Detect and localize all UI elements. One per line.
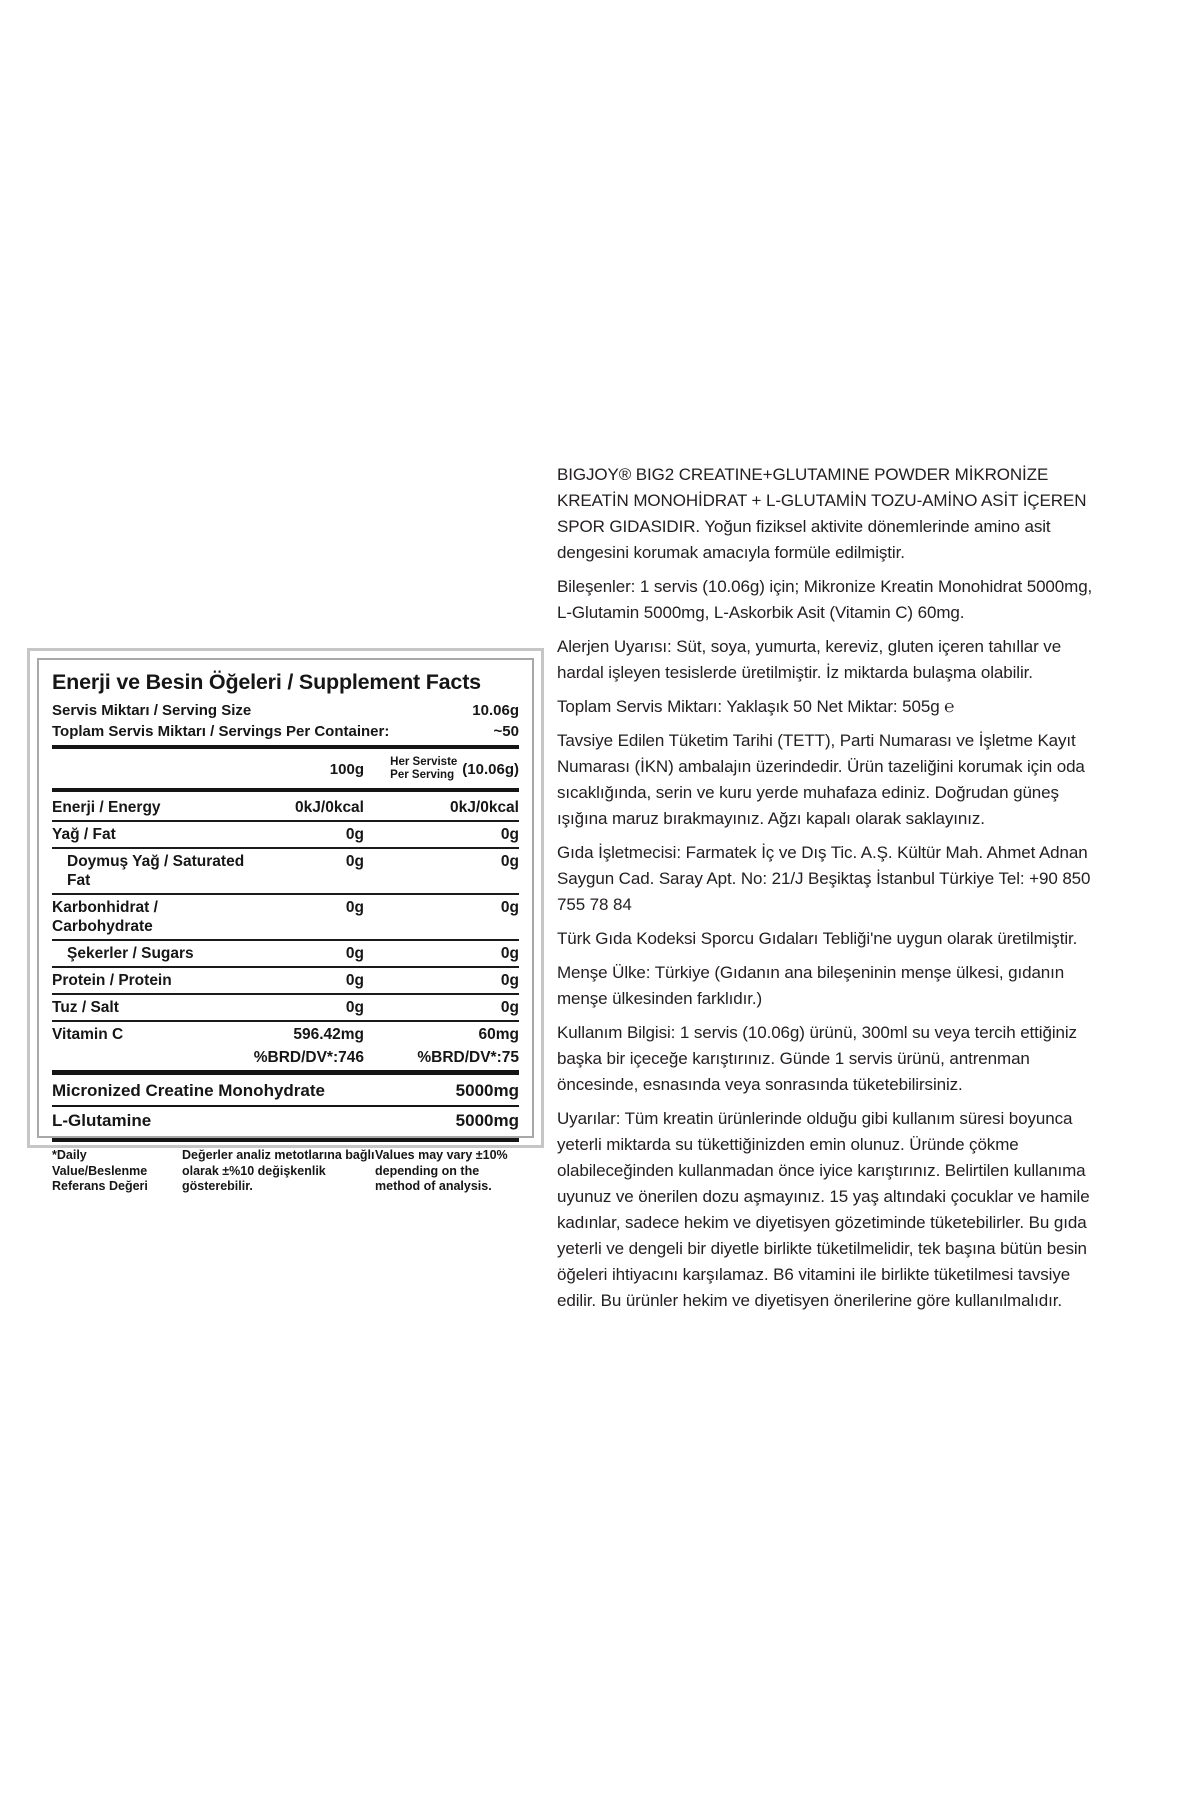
vitamin-c-brd-serving: %BRD/DV*:75 (417, 1049, 519, 1066)
nutrient-row-sugars (52, 941, 519, 968)
footnote-daily-value: *Daily Value/Beslenme Referans Değeri (52, 1148, 148, 1193)
vitamin-c-per-serving: 60mg (478, 1026, 519, 1043)
vitamin-c-label: Vitamin C (52, 1026, 124, 1043)
nutrient-label: Şekerler / Sugars (67, 945, 194, 962)
info-paragraph-usage: Kullanım Bilgisi: 1 servis (10.06g) ürünü, 300ml su veya tercih ettiğiniz başka bir içeceğe karıştırınız. Günde 1 servis ürünü, antrenman öncesinde, esnasında veya sonrasında tüketebilirsiniz. (557, 1023, 1077, 1094)
nutrient-per-100g: 0g (345, 899, 364, 916)
nutrient-label: Karbonhidrat / Carbohydrate (52, 899, 158, 935)
nutrient-per-serving: 0kJ/0kcal (450, 799, 519, 816)
nutrient-row-protein (52, 968, 519, 995)
info-paragraph-ingredients: Bileşenler: 1 servis (10.06g) için; Mikronize Kreatin Monohidrat 5000mg, L-Glutamin 5000mg, L-Askorbik Asit (Vitamin C) 60mg. (557, 577, 1093, 622)
active-value: 5000mg (455, 1081, 519, 1100)
divider (52, 788, 519, 792)
active-value: 5000mg (455, 1111, 519, 1130)
nutrient-per-serving: 0g (500, 899, 519, 916)
per-100g-header: 100g (329, 760, 364, 778)
info-paragraph-warnings: Uyarılar: Tüm kreatin ürünlerinde olduğu gibi kullanım süresi boyunca yeterli miktarda su tükettiğinizden emin olunuz. Üründe çökme olabileceğinden kullanmadan önce iyice karıştırınız. Belirtilen kullanıma uyunuz ve önerilen dozu aşmayınız. 15 yaş altındaki çocuklar ve hamile kadınlar, sadece hekim ve diyetisyen gözetiminde tüketebilirler. Bu gıda yeterli ve dengeli bir diyetle birlikte tüketilmelidir, tek başına bütün besin öğeleri ihtiyacını karşılamaz. B6 vitamini ile birlikte tüketilmesi tavsiye edilir. Bu ürünler hekim ve diyetisyen önerilerine göre kullanılmalıdır. (557, 1109, 1090, 1310)
active-row-creatine (52, 1077, 519, 1105)
info-paragraph-operator-address: Gıda İşletmecisi: Farmatek İç ve Dış Tic. A.Ş. Kültür Mah. Ahmet Adnan Saygun Cad. Saray Apt. No: 21/J Beşiktaş İstanbul Türkiye Tel: +90 850 755 78 84 (557, 843, 1091, 914)
vitamin-c-per-100g: 596.42mg (293, 1026, 364, 1043)
supplement-facts-inner-box (37, 658, 534, 1193)
info-paragraph-country-of-origin: Menşe Ülke: Türkiye (Gıdanın ana bileşeninin menşe ülkesi, gıdanın menşe ülkesinden farklıdır.) (557, 963, 1065, 1008)
column-header-row (52, 752, 519, 785)
nutrient-per-100g: 0kJ/0kcal (295, 799, 364, 816)
supplement-facts-table (27, 648, 544, 1193)
nutrient-per-100g: 0g (345, 826, 364, 843)
per-serving-header-stack (390, 756, 457, 782)
footnote (52, 1148, 519, 1195)
per-serving-header-line2: Per Serving (390, 769, 455, 781)
nutrient-label: Tuz / Salt (52, 999, 119, 1016)
nutrient-per-serving: 0g (500, 972, 519, 989)
nutrient-per-serving: 0g (500, 999, 519, 1016)
vitamin-c-brd-100g: %BRD/DV*:746 (253, 1049, 364, 1066)
product-info-panel (557, 462, 1110, 1322)
nutrient-label: Doymuş Yağ / Saturated Fat (67, 853, 245, 889)
per-serving-header (364, 756, 519, 782)
serving-size-value: 10.06g (472, 702, 519, 719)
divider (52, 745, 519, 749)
vitamin-c-brd-spacer (52, 1048, 249, 1067)
info-paragraph-storage: Tavsiye Edilen Tüketim Tarihi (TETT), Parti Numarası ve İşletme Kayıt Numarası (İKN) ambalajın üzerindedir. Ürün tazeliğini korumak için oda sıcaklığında, serin ve kuru yerde muhafaza ediniz. Doğrudan güneş ışığına maruz bırakmayınız. Ağzı kapalı olarak saklayınız. (557, 731, 1085, 828)
nutrient-per-100g: 0g (345, 853, 364, 870)
servings-per-container-value: ~50 (493, 723, 519, 740)
footnote-english: Values may vary ±10% depending on the method of analysis. (375, 1148, 508, 1193)
servings-per-container-row (52, 721, 519, 742)
nutrient-row-energy (52, 795, 519, 822)
table-title: Enerji ve Besin Öğeleri / Supplement Facts (52, 670, 481, 694)
active-row-glutamine (52, 1107, 519, 1135)
info-paragraph-allergen-warning: Alerjen Uyarısı: Süt, soya, yumurta, kereviz, gluten içeren tahıllar ve hardal işleyen tesislerde üretilmiştir. İz miktarda bulaşma olabilir. (557, 637, 1062, 682)
nutrient-row-fat (52, 822, 519, 849)
nutrient-row-salt (52, 995, 519, 1022)
info-paragraph-codex-compliance: Türk Gıda Kodeksi Sporcu Gıdaları Tebliği'ne uygun olarak üretilmiştir. (557, 929, 1078, 948)
servings-per-container-label: Toplam Servis Miktarı / Servings Per Container: (52, 723, 390, 740)
nutrient-per-serving: 0g (500, 945, 519, 962)
nutrient-label: Yağ / Fat (52, 826, 116, 843)
vitamin-c-row (52, 1022, 519, 1045)
nutrient-label: Enerji / Energy (52, 799, 161, 816)
serving-size-row (52, 700, 519, 721)
active-label: L-Glutamine (52, 1111, 152, 1130)
nutrient-label: Protein / Protein (52, 972, 172, 989)
nutrient-per-100g: 0g (345, 999, 364, 1016)
info-paragraph-net-quantity: Toplam Servis Miktarı: Yaklaşık 50 Net Miktar: 505g ℮ (557, 697, 955, 716)
divider (52, 1070, 519, 1075)
serving-size-label: Servis Miktarı / Serving Size (52, 702, 252, 719)
nutrient-per-100g: 0g (345, 945, 364, 962)
divider (52, 1138, 519, 1142)
nutrient-row-carbohydrate (52, 895, 519, 941)
nutrient-per-100g: 0g (345, 972, 364, 989)
nutrient-per-serving: 0g (500, 853, 519, 870)
vitamin-c-brd-row (52, 1045, 519, 1068)
footnote-turkish: Değerler analiz metotlarına bağlı olarak ±%10 değişkenlik gösterebilir. (182, 1148, 375, 1193)
nutrient-row-saturated-fat (52, 849, 519, 895)
info-paragraph-product-description: BIGJOY® BIG2 CREATINE+GLUTAMINE POWDER MİKRONİZE KREATİN MONOHİDRAT + L-GLUTAMİN TOZU-AMİNO ASİT İÇEREN SPOR GIDASIDIR. Yoğun fiziksel aktivite dönemlerinde amino asit dengesini korumak amacıyla formüle edilmiştir. (557, 465, 1087, 562)
active-label: Micronized Creatine Monohydrate (52, 1081, 325, 1100)
per-serving-header-line1: Her Serviste (390, 756, 458, 768)
per-serving-amount: (10.06g) (462, 760, 519, 778)
nutrient-per-serving: 0g (500, 826, 519, 843)
